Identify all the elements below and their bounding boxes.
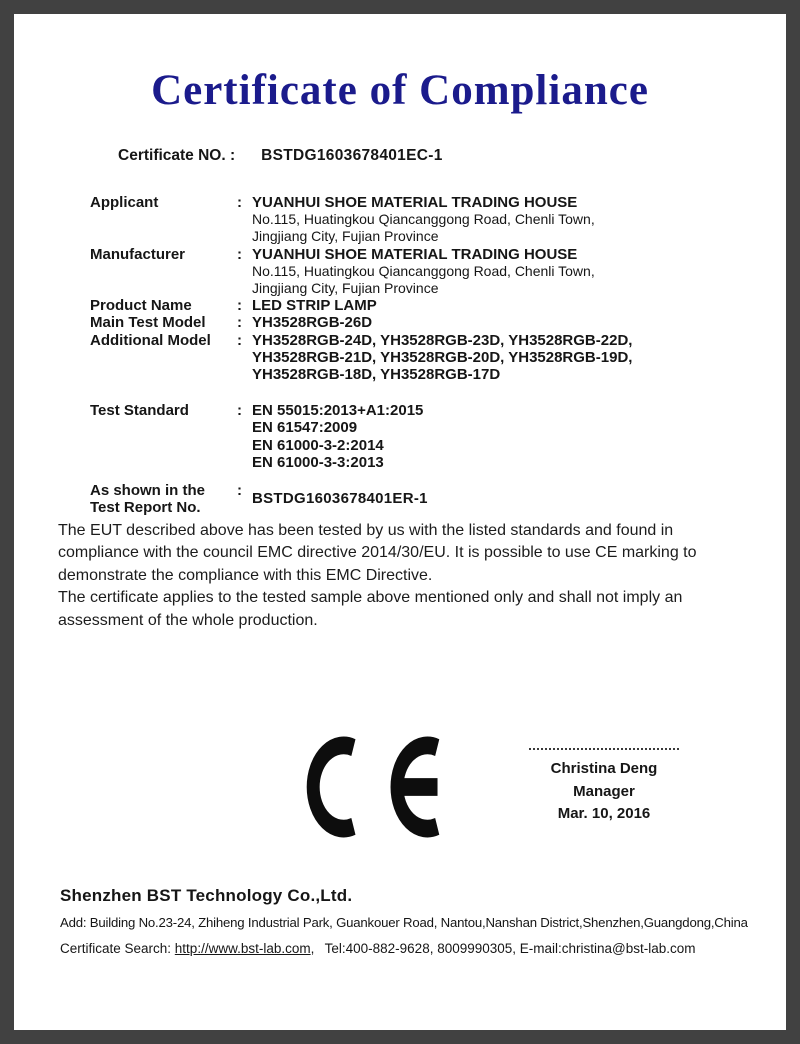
product-name-value: LED STRIP LAMP (252, 297, 377, 315)
certificate-number-row (118, 147, 443, 165)
certificate-number-value: BSTDG1603678401EC-1 (261, 147, 443, 164)
test-standard-line4: EN 61000-3-3:2013 (252, 453, 384, 471)
test-standard-colon: : (237, 402, 242, 420)
additional-model-label: Additional Model (90, 331, 211, 349)
manufacturer-label: Manufacturer (90, 245, 186, 263)
test-report-label (90, 482, 237, 516)
certificate-search-label: Certificate Search: (60, 941, 175, 956)
test-report-colon: : (237, 482, 242, 500)
additional-model-line3: YH3528RGB-18D, YH3528RGB-17D (252, 366, 501, 384)
additional-model-colon: : (237, 331, 242, 349)
certificate-fields (90, 194, 760, 516)
test-standard-line2: EN 61547:2009 (252, 419, 358, 437)
main-test-model-row (90, 314, 760, 331)
certificate-search-link[interactable]: http://www.bst-lab.com (174, 941, 311, 956)
test-standard-line3: EN 61000-3-2:2014 (252, 436, 384, 454)
certificate-page (14, 14, 786, 1030)
additional-model-row (90, 332, 760, 384)
test-standard-line1: EN 55015:2013+A1:2015 (252, 402, 424, 420)
main-test-model-value: YH3528RGB-26D (252, 314, 373, 332)
certificate-number-label: Certificate NO. : (118, 147, 236, 164)
test-standard-value (252, 402, 760, 471)
main-test-model-colon: : (237, 314, 242, 332)
applicant-colon: : (237, 194, 242, 211)
test-standard-label: Test Standard (90, 402, 189, 420)
issuer-address: Add: Building No.23-24, Zhiheng Industrial Park, Guankouer Road, Nantou,Nanshan District,Shenzhen,Guangdong,China (60, 915, 748, 930)
product-name-colon: : (237, 297, 242, 315)
page-title: Certificate of Compliance (151, 67, 649, 114)
applicant-row (90, 194, 760, 246)
additional-model-value (252, 332, 760, 384)
applicant-address-line2: Jingjiang City, Fujian Province (252, 228, 439, 245)
ce-mark-logo (292, 735, 452, 839)
issuer-contact-info: , Tel:400-882-9628, 8009990305, E-mail:christina@bst-lab.com (310, 941, 696, 956)
applicant-name: YUANHUI SHOE MATERIAL TRADING HOUSE (252, 194, 578, 211)
manufacturer-address-line2: Jingjiang City, Fujian Province (252, 280, 439, 297)
declaration-paragraph-2: The certificate applies to the tested sample above mentioned only and shall not imply an assessment of the whole production. (58, 589, 683, 629)
manufacturer-address-line1: No.115, Huatingkou Qiancanggong Road, Chenli Town, (252, 262, 595, 279)
test-report-row (90, 482, 760, 516)
manufacturer-colon: : (237, 245, 242, 263)
signature-dotted-line (529, 748, 679, 750)
issuer-footer (60, 886, 778, 956)
applicant-value (252, 194, 760, 246)
test-report-label-line1: As shown in the (90, 482, 206, 500)
test-standard-row (90, 402, 760, 471)
declaration-text (58, 520, 758, 632)
additional-model-line1: YH3528RGB-24D, YH3528RGB-23D, YH3528RGB-22D, (252, 331, 633, 349)
test-report-value: BSTDG1603678401ER-1 (252, 490, 428, 508)
product-name-label: Product Name (90, 297, 192, 315)
applicant-label: Applicant (90, 194, 159, 211)
signatory-name: Christina Deng (550, 760, 658, 777)
applicant-address-line1: No.115, Huatingkou Qiancanggong Road, Chenli Town, (252, 211, 595, 228)
additional-model-line2: YH3528RGB-21D, YH3528RGB-20D, YH3528RGB-19D, (252, 348, 633, 366)
issuer-company-name: Shenzhen BST Technology Co.,Ltd. (60, 886, 353, 905)
manufacturer-name: YUANHUI SHOE MATERIAL TRADING HOUSE (252, 245, 578, 263)
signature-block (514, 748, 694, 826)
declaration-paragraph-1: The EUT described above has been tested by us with the listed standards and found in compliance with the council EMC directive 2014/30/EU. It is possible to use CE marking to demonstrate the compliance with this EMC Directive. (58, 522, 697, 584)
product-name-row (90, 297, 760, 314)
signatory-title: Manager (573, 782, 635, 800)
ce-signature-section (14, 734, 786, 864)
signature-date: Mar. 10, 2016 (557, 805, 651, 822)
manufacturer-row (90, 246, 760, 298)
certificate-search-line (60, 941, 778, 956)
test-report-label-line2: Test Report No. (90, 499, 201, 517)
manufacturer-value (252, 246, 760, 298)
main-test-model-label: Main Test Model (90, 314, 206, 332)
